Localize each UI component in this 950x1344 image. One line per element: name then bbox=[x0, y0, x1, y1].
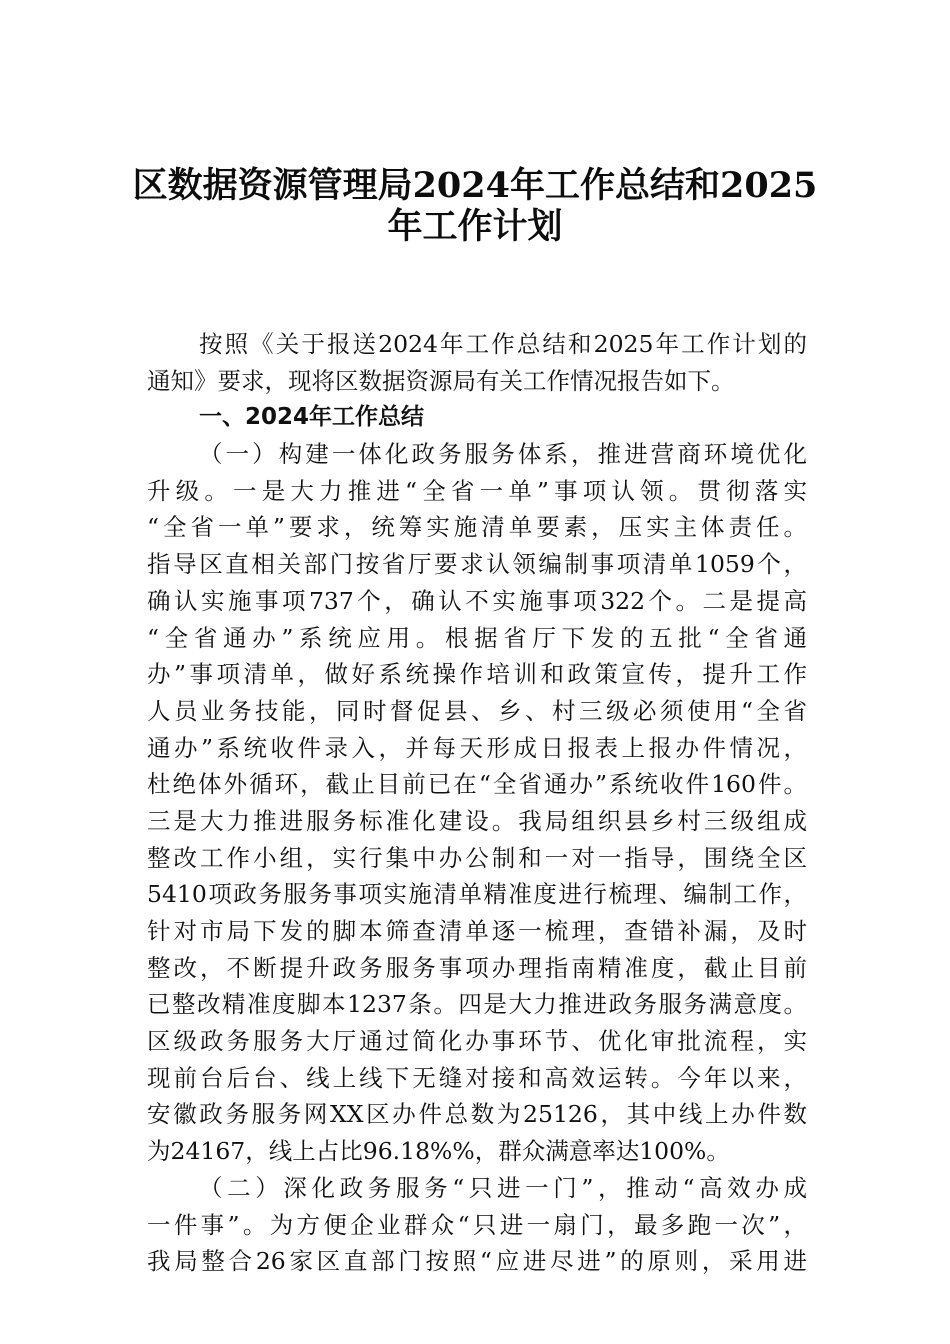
paragraph-line: 人员业务技能，同时督促县、乡、村三级必须使用“全省 bbox=[147, 696, 807, 725]
paragraph-line: 按照《关于报送2024年工作总结和2025年工作计划的 bbox=[199, 330, 807, 358]
paragraph-line: 现前台后台、线上线下无缝对接和高效运转。今年以来， bbox=[147, 1063, 807, 1092]
paragraph-line: 三是大力推进服务标准化建设。我局组织县乡村三级组成 bbox=[147, 806, 807, 835]
paragraph-line: 通办”系统收件录入，并每天形成日报表上报办件情况， bbox=[147, 733, 807, 762]
paragraph-line: 5410项政务服务事项实施清单精准度进行梳理、编制工作， bbox=[147, 880, 807, 909]
paragraph-line: （二）深化政务服务“只进一门”，推动“高效办成 bbox=[199, 1173, 807, 1202]
paragraph-line: 已整改精准度脚本1237条。四是大力推进政务服务满意度。 bbox=[147, 990, 807, 1019]
section-heading: 一、2024年工作总结 bbox=[199, 404, 425, 431]
paragraph-line: “全省通办”系统应用。根据省厅下发的五批“全省通 bbox=[147, 623, 807, 652]
paragraph-line: 区级政务服务大厅通过简化办事环节、优化审批流程，实 bbox=[147, 1027, 807, 1056]
document-title-line-2: 年工作计划 bbox=[387, 206, 563, 247]
paragraph-line: 我局整合26家区直部门按照“应进尽进”的原则，采用进 bbox=[147, 1247, 807, 1276]
paragraph-line: “全省一单”要求，统筹实施清单要素，压实主体责任。 bbox=[147, 513, 807, 542]
paragraph-line: 升级。一是大力推进“全省一单”事项认领。贯彻落实 bbox=[147, 476, 807, 505]
paragraph-line: 指导区直相关部门按省厅要求认领编制事项清单1059个， bbox=[147, 550, 807, 579]
paragraph-line: 一件事”。为方便企业群众“只进一扇门，最多跑一次”， bbox=[147, 1210, 807, 1239]
document-body bbox=[147, 326, 807, 1280]
paragraph-line: 通知》要求，现将区数据资源局有关工作情况报告如下。 bbox=[147, 366, 735, 395]
paragraph-line: 办”事项清单，做好系统操作培训和政策宣传，提升工作 bbox=[147, 660, 807, 689]
paragraph-line: （一）构建一体化政务服务体系，推进营商环境优化 bbox=[199, 440, 807, 469]
paragraph-line: 整改，不断提升政务服务事项办理指南精准度，截止目前 bbox=[147, 953, 807, 982]
paragraph-line: 安徽政务服务网XX区办件总数为25126，其中线上办件数 bbox=[147, 1100, 807, 1129]
paragraph-line: 整改工作小组，实行集中办公制和一对一指导，围绕全区 bbox=[147, 843, 807, 872]
paragraph-line: 为24167，线上占比96.18%%，群众满意率达100%。 bbox=[147, 1137, 730, 1166]
paragraph-line: 确认实施事项737个，确认不实施事项322个。二是提高 bbox=[147, 586, 807, 615]
paragraph-line: 针对市局下发的脚本筛查清单逐一梳理，查错补漏，及时 bbox=[147, 917, 807, 945]
document-title-line-1: 区数据资源管理局2024年工作总结和2025 bbox=[132, 165, 818, 206]
paragraph-line: 杜绝体外循环，截止目前已在“全省通办”系统收件160件。 bbox=[147, 770, 807, 799]
